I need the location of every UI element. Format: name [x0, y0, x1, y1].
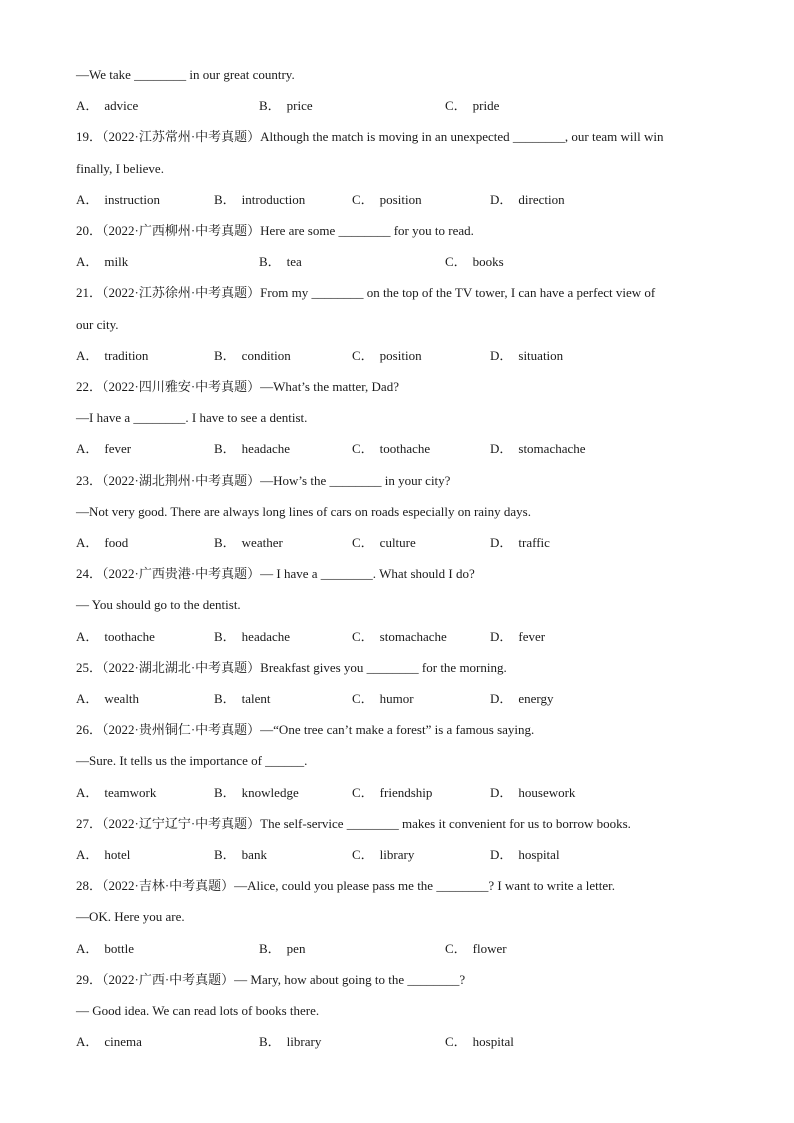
answer-option — [76, 846, 130, 864]
answer-option — [76, 440, 131, 458]
answer-option — [76, 1033, 142, 1051]
option-letter: B． — [214, 347, 236, 363]
answer-options — [76, 940, 714, 958]
answer-option — [214, 440, 290, 458]
option-letter: B． — [214, 784, 236, 800]
option-word: toothache — [379, 441, 431, 457]
option-letter: C． — [445, 940, 467, 956]
option-letter: C． — [352, 847, 374, 862]
option-word: housework — [518, 784, 576, 800]
option-letter: A． — [76, 441, 99, 457]
answer-option — [214, 191, 305, 209]
answer-option — [259, 253, 302, 271]
answer-option — [76, 534, 128, 552]
option-letter: A． — [76, 535, 99, 550]
option-word: talent — [241, 691, 271, 706]
answer-option — [214, 690, 271, 708]
answer-option — [76, 97, 138, 115]
answer-option — [352, 690, 414, 708]
question-text: —OK. Here you are. — [76, 909, 185, 925]
question-text: 20．（2022·广西柳州·中考真题）Here are some ________ for you to read. — [76, 223, 474, 238]
option-word: wealth — [104, 691, 140, 706]
option-letter: D． — [490, 691, 513, 706]
option-word: library — [286, 1034, 322, 1050]
option-letter: A． — [76, 628, 99, 644]
question-text: 22．（2022·四川雅安·中考真题）—What’s the matter, Dad? — [76, 379, 399, 394]
option-word: hotel — [104, 847, 131, 862]
answer-option — [76, 784, 156, 802]
answer-option — [352, 846, 414, 864]
option-word: cinema — [104, 1034, 142, 1050]
option-letter: C． — [352, 191, 374, 207]
option-letter: C． — [352, 628, 374, 644]
answer-option — [76, 690, 139, 708]
answer-option — [490, 347, 563, 365]
answer-option — [76, 347, 148, 365]
option-letter: B． — [214, 535, 236, 550]
option-word: stomachache — [518, 441, 586, 457]
option-letter: A． — [76, 784, 99, 800]
question-text: 23．（2022·湖北荆州·中考真题）—How’s the ________ in your city? — [76, 472, 451, 488]
option-letter: B． — [214, 847, 236, 862]
option-word: pen — [286, 940, 306, 956]
option-letter: B． — [259, 98, 281, 114]
option-word: tradition — [104, 347, 149, 363]
answer-option — [352, 534, 416, 552]
option-word: library — [379, 847, 415, 862]
answer-option — [352, 440, 430, 458]
option-letter: C． — [352, 441, 374, 457]
answer-option — [445, 1033, 514, 1051]
option-word: headache — [241, 628, 291, 644]
answer-option — [445, 940, 507, 958]
answer-option — [490, 440, 586, 458]
question-text: — Good idea. We can read lots of books there. — [76, 1003, 320, 1018]
answer-option — [490, 784, 575, 802]
question-text: 21．（2022·江苏徐州·中考真题）From my ________ on the top of the TV tower, I can have a perfect view of — [76, 285, 656, 301]
option-letter: A． — [76, 347, 99, 363]
question-text: 29．（2022·广西·中考真题）— Mary, how about going to the ________? — [76, 971, 466, 987]
answer-option — [352, 628, 447, 646]
option-word: books — [472, 254, 504, 270]
option-letter: B． — [214, 628, 236, 644]
option-word: pride — [472, 98, 500, 114]
answer-option — [76, 191, 160, 209]
option-word: traffic — [518, 535, 550, 550]
question-text: 28．（2022·吉林·中考真题）—Alice, could you please pass me the ________? I want to write a letter. — [76, 878, 616, 894]
option-word: energy — [518, 691, 554, 706]
answer-option — [352, 784, 432, 802]
answer-options — [76, 628, 714, 646]
answer-option — [445, 97, 499, 115]
option-letter: C． — [352, 535, 374, 550]
answer-option — [259, 97, 313, 115]
option-letter: C． — [445, 1034, 467, 1050]
question-text: 19．（2022·江苏常州·中考真题）Although the match is moving in an unexpected ________, our team will win — [76, 129, 664, 145]
option-letter: C． — [352, 784, 374, 800]
answer-option — [490, 690, 554, 708]
question-text: finally, I believe. — [76, 160, 164, 176]
option-letter: C． — [352, 691, 374, 706]
question-text: 25．（2022·湖北湖北·中考真题）Breakfast gives you ________ for the morning. — [76, 659, 507, 675]
option-letter: D． — [490, 191, 513, 207]
question-text: 24．（2022·广西贵港·中考真题）— I have a ________. What should I do? — [76, 566, 475, 582]
answer-option — [214, 534, 283, 552]
option-word: instruction — [104, 191, 160, 207]
option-word: position — [379, 191, 422, 207]
option-word: culture — [379, 535, 416, 550]
option-word: situation — [518, 347, 564, 363]
option-letter: D． — [490, 535, 513, 550]
answer-option — [214, 628, 290, 646]
option-letter: A． — [76, 1034, 99, 1050]
answer-option — [352, 191, 422, 209]
answer-option — [490, 534, 550, 552]
answer-options — [76, 97, 714, 115]
option-word: direction — [518, 191, 565, 207]
option-word: flower — [472, 940, 507, 956]
answer-option — [490, 846, 560, 864]
option-letter: A． — [76, 191, 99, 207]
option-word: hospital — [518, 847, 560, 862]
option-word: headache — [241, 441, 291, 457]
option-word: teamwork — [104, 784, 157, 800]
option-word: friendship — [379, 784, 433, 800]
answer-option — [259, 1033, 321, 1051]
option-letter: A． — [76, 254, 99, 270]
answer-option — [490, 191, 565, 209]
option-letter: D． — [490, 847, 513, 862]
answer-options — [76, 1033, 714, 1051]
option-letter: B． — [214, 441, 236, 457]
option-letter: A． — [76, 98, 99, 114]
option-letter: A． — [76, 847, 99, 862]
option-word: advice — [104, 98, 139, 114]
option-word: milk — [104, 254, 129, 270]
option-letter: A． — [76, 691, 99, 706]
option-letter: C． — [445, 98, 467, 114]
option-letter: B． — [214, 191, 236, 207]
answer-option — [76, 940, 134, 958]
option-letter: A． — [76, 940, 99, 956]
option-word: toothache — [104, 628, 155, 644]
option-word: condition — [241, 347, 291, 363]
question-text: —Not very good. There are always long lines of cars on roads especially on rainy days. — [76, 503, 531, 519]
answer-options — [76, 191, 714, 209]
answer-option — [214, 784, 299, 802]
option-letter: C． — [352, 347, 374, 363]
answer-options — [76, 440, 714, 458]
option-word: price — [286, 98, 313, 114]
answer-option — [214, 347, 291, 365]
option-letter: D． — [490, 441, 513, 457]
answer-options — [76, 534, 714, 552]
option-letter: D． — [490, 628, 513, 644]
option-letter: B． — [259, 254, 281, 270]
answer-options — [76, 253, 714, 271]
option-word: fever — [518, 628, 546, 644]
answer-option — [490, 628, 545, 646]
answer-options — [76, 690, 714, 708]
option-word: position — [379, 347, 422, 363]
option-letter: B． — [259, 1034, 281, 1050]
answer-options — [76, 846, 714, 864]
answer-option — [214, 846, 267, 864]
question-text: — You should go to the dentist. — [76, 597, 241, 613]
option-letter: B． — [214, 691, 236, 706]
option-letter: D． — [490, 347, 513, 363]
option-word: knowledge — [241, 784, 299, 800]
answer-option — [445, 253, 504, 271]
option-word: hospital — [472, 1034, 514, 1050]
option-word: humor — [379, 691, 414, 706]
question-text: —Sure. It tells us the importance of ______. — [76, 753, 308, 769]
option-word: stomachache — [379, 628, 447, 644]
question-text: —I have a ________. I have to see a dentist. — [76, 410, 308, 426]
option-word: introduction — [241, 191, 306, 207]
answer-options — [76, 784, 714, 802]
option-word: bottle — [104, 940, 134, 956]
question-text: 26．（2022·贵州铜仁·中考真题）—“One tree can’t make a forest” is a famous saying. — [76, 722, 535, 738]
option-word: food — [104, 535, 129, 550]
answer-options — [76, 347, 714, 365]
question-text: 27．（2022·辽宁辽宁·中考真题）The self-service ________ makes it convenient for us to borrow books. — [76, 815, 631, 831]
answer-option — [76, 628, 155, 646]
option-letter: C． — [445, 254, 467, 270]
option-word: tea — [286, 254, 302, 270]
option-word: bank — [241, 847, 267, 862]
question-text: —We take ________ in our great country. — [76, 67, 295, 82]
question-text: our city. — [76, 316, 119, 332]
answer-option — [259, 940, 305, 958]
answer-option — [352, 347, 422, 365]
option-word: fever — [104, 441, 132, 457]
option-letter: B． — [259, 940, 281, 956]
answer-option — [76, 253, 128, 271]
option-letter: D． — [490, 784, 513, 800]
option-word: weather — [241, 535, 283, 550]
